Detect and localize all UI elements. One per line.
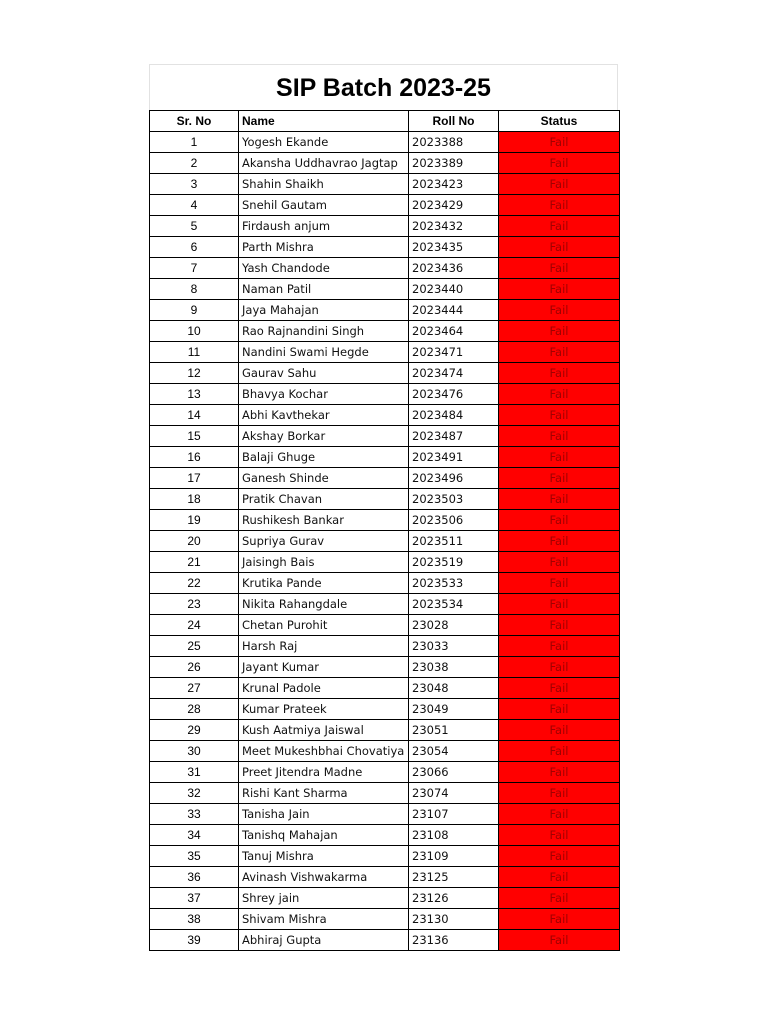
header-row (150, 111, 620, 132)
roll-no-cell: 2023471 (409, 342, 499, 363)
sr-no-cell: 7 (150, 258, 239, 279)
name-cell: Abhiraj Gupta (239, 930, 409, 951)
roll-no-cell: 2023484 (409, 405, 499, 426)
table-row (150, 384, 620, 405)
sr-no-cell: 34 (150, 825, 239, 846)
roll-no-cell: 2023487 (409, 426, 499, 447)
name-cell: Chetan Purohit (239, 615, 409, 636)
table-row (150, 447, 620, 468)
table-row (150, 678, 620, 699)
sr-no-cell: 17 (150, 468, 239, 489)
roll-no-cell: 2023503 (409, 489, 499, 510)
sr-no-cell: 30 (150, 741, 239, 762)
roll-no-cell: 23028 (409, 615, 499, 636)
status-cell: Fail (499, 783, 620, 804)
table-row (150, 426, 620, 447)
table-row (150, 615, 620, 636)
table-row (150, 804, 620, 825)
sr-no-cell: 31 (150, 762, 239, 783)
sr-no-cell: 21 (150, 552, 239, 573)
table-row (150, 888, 620, 909)
name-cell: Akshay Borkar (239, 426, 409, 447)
sr-no-cell: 1 (150, 132, 239, 153)
roll-no-cell: 23107 (409, 804, 499, 825)
table-row (150, 321, 620, 342)
name-cell: Abhi Kavthekar (239, 405, 409, 426)
sr-no-cell: 19 (150, 510, 239, 531)
name-cell: Tanishq Mahajan (239, 825, 409, 846)
status-cell: Fail (499, 615, 620, 636)
roll-no-cell: 23054 (409, 741, 499, 762)
status-cell: Fail (499, 321, 620, 342)
table-row (150, 195, 620, 216)
sr-no-cell: 37 (150, 888, 239, 909)
roll-no-cell: 23049 (409, 699, 499, 720)
name-cell: Ganesh Shinde (239, 468, 409, 489)
name-cell: Tanisha Jain (239, 804, 409, 825)
roll-no-cell: 2023423 (409, 174, 499, 195)
roll-no-cell: 2023440 (409, 279, 499, 300)
roll-no-cell: 23130 (409, 909, 499, 930)
sr-no-cell: 24 (150, 615, 239, 636)
table-row (150, 510, 620, 531)
name-cell: Avinash Vishwakarma (239, 867, 409, 888)
status-cell: Fail (499, 762, 620, 783)
table-row (150, 594, 620, 615)
table-row (150, 720, 620, 741)
name-cell: Krunal Padole (239, 678, 409, 699)
roll-no-cell: 2023432 (409, 216, 499, 237)
sr-no-cell: 15 (150, 426, 239, 447)
sr-no-cell: 5 (150, 216, 239, 237)
status-cell: Fail (499, 846, 620, 867)
sr-no-cell: 20 (150, 531, 239, 552)
name-cell: Jayant Kumar (239, 657, 409, 678)
name-cell: Meet Mukeshbhai Chovatiya (239, 741, 409, 762)
roll-no-cell: 23125 (409, 867, 499, 888)
roll-no-cell: 23033 (409, 636, 499, 657)
name-cell: Jaya Mahajan (239, 300, 409, 321)
table-row (150, 132, 620, 153)
sr-no-cell: 13 (150, 384, 239, 405)
sr-no-cell: 12 (150, 363, 239, 384)
sr-no-cell: 32 (150, 783, 239, 804)
roll-no-cell: 2023429 (409, 195, 499, 216)
sr-no-cell: 27 (150, 678, 239, 699)
roll-no-cell: 2023506 (409, 510, 499, 531)
status-cell: Fail (499, 825, 620, 846)
header-name: Name (239, 111, 409, 132)
sr-no-cell: 29 (150, 720, 239, 741)
sr-no-cell: 2 (150, 153, 239, 174)
table-row (150, 699, 620, 720)
sr-no-cell: 16 (150, 447, 239, 468)
roll-no-cell: 2023533 (409, 573, 499, 594)
name-cell: Krutika Pande (239, 573, 409, 594)
name-cell: Firdaush anjum (239, 216, 409, 237)
name-cell: Balaji Ghuge (239, 447, 409, 468)
table-row (150, 762, 620, 783)
name-cell: Shivam Mishra (239, 909, 409, 930)
table-row (150, 153, 620, 174)
name-cell: Rishi Kant Sharma (239, 783, 409, 804)
status-cell: Fail (499, 909, 620, 930)
status-cell: Fail (499, 720, 620, 741)
name-cell: Parth Mishra (239, 237, 409, 258)
header-sr-no: Sr. No (150, 111, 239, 132)
name-cell: Tanuj Mishra (239, 846, 409, 867)
table-row (150, 552, 620, 573)
status-cell: Fail (499, 699, 620, 720)
table-row (150, 846, 620, 867)
roll-no-cell: 2023389 (409, 153, 499, 174)
status-cell: Fail (499, 930, 620, 951)
name-cell: Jaisingh Bais (239, 552, 409, 573)
roll-no-cell: 23066 (409, 762, 499, 783)
name-cell: Bhavya Kochar (239, 384, 409, 405)
status-cell: Fail (499, 636, 620, 657)
status-cell: Fail (499, 594, 620, 615)
sr-no-cell: 36 (150, 867, 239, 888)
status-cell: Fail (499, 342, 620, 363)
status-cell: Fail (499, 384, 620, 405)
roll-no-cell: 2023534 (409, 594, 499, 615)
status-cell: Fail (499, 174, 620, 195)
table-row (150, 258, 620, 279)
name-cell: Kush Aatmiya Jaiswal (239, 720, 409, 741)
status-cell: Fail (499, 216, 620, 237)
roll-no-cell: 2023474 (409, 363, 499, 384)
status-cell: Fail (499, 510, 620, 531)
sr-no-cell: 35 (150, 846, 239, 867)
roll-no-cell: 23109 (409, 846, 499, 867)
roll-no-cell: 2023519 (409, 552, 499, 573)
roll-no-cell: 23126 (409, 888, 499, 909)
sr-no-cell: 23 (150, 594, 239, 615)
name-cell: Akansha Uddhavrao Jagtap (239, 153, 409, 174)
sr-no-cell: 6 (150, 237, 239, 258)
status-cell: Fail (499, 195, 620, 216)
status-cell: Fail (499, 300, 620, 321)
status-cell: Fail (499, 804, 620, 825)
table-row (150, 279, 620, 300)
table-row (150, 825, 620, 846)
table-row (150, 657, 620, 678)
sr-no-cell: 3 (150, 174, 239, 195)
status-cell: Fail (499, 426, 620, 447)
status-cell: Fail (499, 132, 620, 153)
roll-no-cell: 2023464 (409, 321, 499, 342)
status-cell: Fail (499, 405, 620, 426)
status-cell: Fail (499, 657, 620, 678)
sr-no-cell: 18 (150, 489, 239, 510)
sr-no-cell: 38 (150, 909, 239, 930)
roll-no-cell: 23051 (409, 720, 499, 741)
table-row (150, 363, 620, 384)
name-cell: Yogesh Ekande (239, 132, 409, 153)
name-cell: Yash Chandode (239, 258, 409, 279)
status-cell: Fail (499, 489, 620, 510)
sr-no-cell: 39 (150, 930, 239, 951)
status-cell: Fail (499, 552, 620, 573)
status-cell: Fail (499, 573, 620, 594)
sr-no-cell: 8 (150, 279, 239, 300)
roll-no-cell: 23038 (409, 657, 499, 678)
name-cell: Preet Jitendra Madne (239, 762, 409, 783)
table-row (150, 300, 620, 321)
status-cell: Fail (499, 237, 620, 258)
sr-no-cell: 4 (150, 195, 239, 216)
name-cell: Naman Patil (239, 279, 409, 300)
roll-no-cell: 2023388 (409, 132, 499, 153)
name-cell: Rushikesh Bankar (239, 510, 409, 531)
roll-no-cell: 2023511 (409, 531, 499, 552)
sheet-title: SIP Batch 2023-25 (149, 64, 618, 110)
name-cell: Snehil Gautam (239, 195, 409, 216)
results-table (149, 110, 620, 951)
status-cell: Fail (499, 741, 620, 762)
roll-no-cell: 2023476 (409, 384, 499, 405)
table-row (150, 174, 620, 195)
status-cell: Fail (499, 888, 620, 909)
table-row (150, 531, 620, 552)
sr-no-cell: 33 (150, 804, 239, 825)
name-cell: Kumar Prateek (239, 699, 409, 720)
status-cell: Fail (499, 258, 620, 279)
table-row (150, 783, 620, 804)
table-row (150, 636, 620, 657)
header-roll-no: Roll No (409, 111, 499, 132)
table-row (150, 573, 620, 594)
name-cell: Nandini Swami Hegde (239, 342, 409, 363)
sr-no-cell: 26 (150, 657, 239, 678)
sr-no-cell: 14 (150, 405, 239, 426)
table-row (150, 216, 620, 237)
results-sheet (149, 64, 619, 947)
table-row (150, 741, 620, 762)
name-cell: Rao Rajnandini Singh (239, 321, 409, 342)
name-cell: Nikita Rahangdale (239, 594, 409, 615)
status-cell: Fail (499, 468, 620, 489)
name-cell: Harsh Raj (239, 636, 409, 657)
table-row (150, 489, 620, 510)
roll-no-cell: 23048 (409, 678, 499, 699)
name-cell: Shrey jain (239, 888, 409, 909)
table-row (150, 237, 620, 258)
table-body (150, 132, 620, 951)
sr-no-cell: 10 (150, 321, 239, 342)
roll-no-cell: 2023436 (409, 258, 499, 279)
table-row (150, 405, 620, 426)
status-cell: Fail (499, 279, 620, 300)
sr-no-cell: 11 (150, 342, 239, 363)
name-cell: Supriya Gurav (239, 531, 409, 552)
name-cell: Shahin Shaikh (239, 174, 409, 195)
name-cell: Pratik Chavan (239, 489, 409, 510)
table-row (150, 867, 620, 888)
sr-no-cell: 25 (150, 636, 239, 657)
table-row (150, 468, 620, 489)
header-status: Status (499, 111, 620, 132)
table-row (150, 930, 620, 951)
sr-no-cell: 28 (150, 699, 239, 720)
table-row (150, 909, 620, 930)
status-cell: Fail (499, 531, 620, 552)
roll-no-cell: 2023491 (409, 447, 499, 468)
status-cell: Fail (499, 867, 620, 888)
status-cell: Fail (499, 447, 620, 468)
roll-no-cell: 23074 (409, 783, 499, 804)
status-cell: Fail (499, 363, 620, 384)
sr-no-cell: 9 (150, 300, 239, 321)
table-row (150, 342, 620, 363)
roll-no-cell: 2023496 (409, 468, 499, 489)
roll-no-cell: 2023444 (409, 300, 499, 321)
status-cell: Fail (499, 153, 620, 174)
roll-no-cell: 23136 (409, 930, 499, 951)
name-cell: Gaurav Sahu (239, 363, 409, 384)
status-cell: Fail (499, 678, 620, 699)
roll-no-cell: 23108 (409, 825, 499, 846)
sr-no-cell: 22 (150, 573, 239, 594)
roll-no-cell: 2023435 (409, 237, 499, 258)
